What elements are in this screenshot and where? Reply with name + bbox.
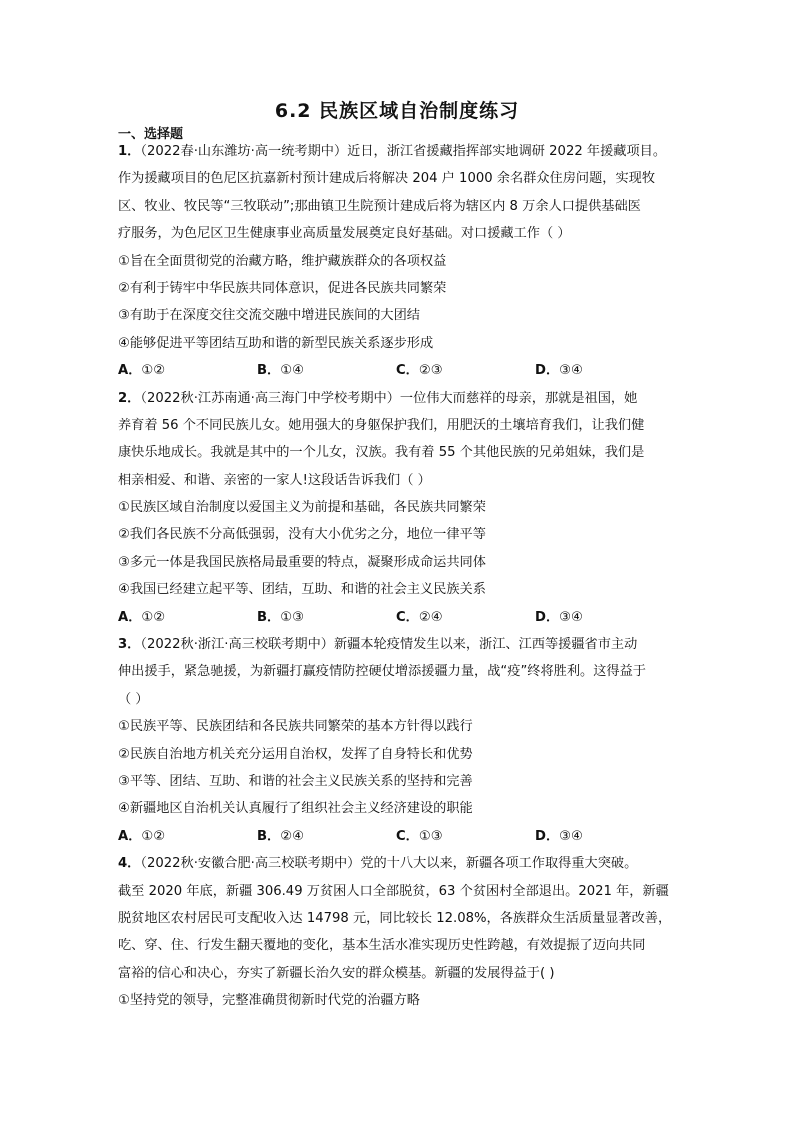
option-letter: D． xyxy=(535,363,560,379)
option-text: ①④ xyxy=(280,363,304,379)
statement-item: ③多元一体是我国民族格局最重要的特点，凝聚形成命运共同体 xyxy=(118,554,486,570)
statement-item: ④新疆地区自治机关认真履行了组织社会主义经济建设的职能 xyxy=(118,801,473,817)
question-stem-text: 相亲相爱、和谐、亲密的一家人!这段话告诉我们（ ） xyxy=(118,472,431,488)
statement-item: ④能够促进平等团结互助和谐的新型民族关系逐步形成 xyxy=(118,335,434,351)
question-3 xyxy=(118,631,678,850)
question-stem-text: 富裕的信心和决心，夯实了新疆长治久安的群众模基。新疆的发展得益于( ) xyxy=(118,965,555,981)
question-stem-line xyxy=(118,412,678,439)
option-letter: D． xyxy=(535,609,560,625)
question-stem-line xyxy=(118,658,678,685)
question-number: 3． xyxy=(118,637,141,653)
answer-option[interactable] xyxy=(118,357,257,384)
statement-item: ①坚持党的领导，完整准确贯彻新时代党的治疆方略 xyxy=(118,993,420,1009)
option-letter: B． xyxy=(257,828,281,844)
statement-item: ③有助于在深度交往交流交融中增进民族间的大团结 xyxy=(118,308,420,324)
question-1 xyxy=(118,138,678,385)
option-text: ①② xyxy=(141,363,166,379)
question-number: 1． xyxy=(118,144,141,159)
question-number: 2． xyxy=(118,390,141,406)
option-text: ①② xyxy=(141,609,166,625)
option-letter: A． xyxy=(118,609,142,625)
question-stem-first-line xyxy=(118,631,678,658)
answer-option[interactable] xyxy=(396,823,535,850)
question-stem-line xyxy=(118,220,678,247)
option-text: ②③ xyxy=(418,363,443,379)
option-text: ①② xyxy=(141,828,166,844)
question-2 xyxy=(118,385,678,632)
question-list xyxy=(118,138,678,1015)
question-stem-text: 疗服务，为色尼区卫生健康事业高质量发展奠定良好基础。对口援藏工作（ ） xyxy=(118,226,571,242)
answer-option[interactable] xyxy=(535,604,674,631)
answer-option[interactable] xyxy=(535,823,674,850)
question-stem-text: （2022春·山东潍坊·高一统考期中）近日，浙江省援藏指挥部实地调研 2022 年援藏项目。 xyxy=(140,144,667,159)
question-stem-line xyxy=(118,165,678,192)
question-stem-text: 截至 2020 年底，新疆 306.49 万贫困人口全部脱贫，63 个贫困村全部退出。2021 年，新疆 xyxy=(118,883,669,899)
question-stem-first-line xyxy=(118,138,678,165)
answer-option[interactable] xyxy=(118,604,257,631)
question-stem-text: 作为援藏项目的色尼区抗嘉新村预计建成后将解决 204 户 1000 余名群众住房问题，实现牧 xyxy=(118,171,656,187)
option-text: ①③ xyxy=(280,609,304,625)
answer-option[interactable] xyxy=(396,357,535,384)
question-stem-line xyxy=(118,193,678,220)
question-stem-text: （2022秋·江苏南通·高三海门中学校考期中）一位伟大而慈祥的母亲，那就是祖国，她 xyxy=(140,390,638,406)
answer-option[interactable] xyxy=(118,823,257,850)
statement-item: ④我国已经建立起平等、团结，互助、和谐的社会主义民族关系 xyxy=(118,582,486,598)
question-stem-first-line xyxy=(118,850,678,877)
question-4 xyxy=(118,850,678,1014)
statement-item: ①民族平等、民族团结和各民族共同繁荣的基本方针得以践行 xyxy=(118,719,473,735)
option-letter: C． xyxy=(396,828,419,844)
answer-options xyxy=(118,604,678,631)
option-letter: A． xyxy=(118,363,142,379)
answer-options xyxy=(118,823,678,850)
statement-item: ①民族区域自治制度以爱国主义为前提和基础，各民族共同繁荣 xyxy=(118,500,486,516)
question-stem-text: （ ） xyxy=(118,691,149,707)
statement-item: ③平等、团结、互助、和谐的社会主义民族关系的坚持和完善 xyxy=(118,773,473,789)
answer-option[interactable] xyxy=(535,357,674,384)
question-stem-line xyxy=(118,439,678,466)
option-text: ②④ xyxy=(418,609,443,625)
page-title: 6.2 民族区域自治制度练习 xyxy=(274,100,520,122)
option-text: ①③ xyxy=(418,828,443,844)
option-text: ③④ xyxy=(559,363,583,379)
question-stem-text: 养育着 56 个不同民族儿女。她用强大的身躯保护我们，用肥沃的土壤培育我们，让我们健 xyxy=(118,417,645,433)
answer-option[interactable] xyxy=(257,357,396,384)
question-stem-text: 吃、穿、住、行发生翻天覆地的变化，基本生活水准实现历史性跨越，有效提振了迈向共同 xyxy=(118,938,646,954)
question-stem-line xyxy=(118,878,678,905)
option-text: ②④ xyxy=(280,828,304,844)
question-stem-text: 区、牧业、牧民等“三牧联动”;那曲镇卫生院预计建成后将为辖区内 8 万余人口提供基础医 xyxy=(118,198,641,214)
question-stem-line xyxy=(118,686,678,713)
option-letter: D． xyxy=(535,828,560,844)
option-letter: B． xyxy=(257,363,281,379)
answer-option[interactable] xyxy=(257,823,396,850)
statement-item: ①旨在全面贯彻党的治藏方略，维护藏族群众的各项权益 xyxy=(118,253,447,269)
option-text: ③④ xyxy=(559,828,583,844)
answer-option[interactable] xyxy=(257,604,396,631)
question-stem-line xyxy=(118,467,678,494)
option-letter: A． xyxy=(118,828,142,844)
statement-item: ②民族自治地方机关充分运用自治权，发挥了自身特长和优势 xyxy=(118,746,473,762)
section-heading: 一、选择题 xyxy=(118,127,184,142)
answer-options xyxy=(118,357,678,384)
statement-item: ②我们各民族不分高低强弱，没有大小优劣之分，地位一律平等 xyxy=(118,527,486,543)
question-stem-text: 康快乐地成长。我就是其中的一个儿女，汉族。我有着 55 个其他民族的兄弟姐妹，我们是 xyxy=(118,445,645,461)
question-stem-text: （2022秋·安徽合肥·高三校联考期中）党的十八大以来，新疆各项工作取得重大突破。 xyxy=(140,856,638,872)
question-stem-first-line xyxy=(118,385,678,412)
question-stem-line xyxy=(118,932,678,959)
question-stem-line xyxy=(118,905,678,932)
option-letter: B． xyxy=(257,609,281,625)
answer-option[interactable] xyxy=(396,604,535,631)
question-stem-line xyxy=(118,960,678,987)
option-text: ③④ xyxy=(559,609,583,625)
question-stem-text: （2022秋·浙江·高三校联考期中）新疆本轮疫情发生以来，浙江、江西等援疆省市主动 xyxy=(140,637,638,653)
question-number: 4． xyxy=(118,856,141,872)
option-letter: C． xyxy=(396,609,419,625)
question-stem-text: 伸出援手，紧急驰援，为新疆打赢疫情防控硬仗增添援疆力量，战“疫”终将胜利。这得益于 xyxy=(118,664,646,680)
option-letter: C． xyxy=(396,363,419,379)
question-stem-text: 脱贫地区农村居民可支配收入达 14798 元，同比较长 12.08%，各族群众生活质量显著改善， xyxy=(118,910,672,926)
statement-item: ②有利于铸牢中华民族共同体意识，促进各民族共同繁荣 xyxy=(118,280,447,296)
